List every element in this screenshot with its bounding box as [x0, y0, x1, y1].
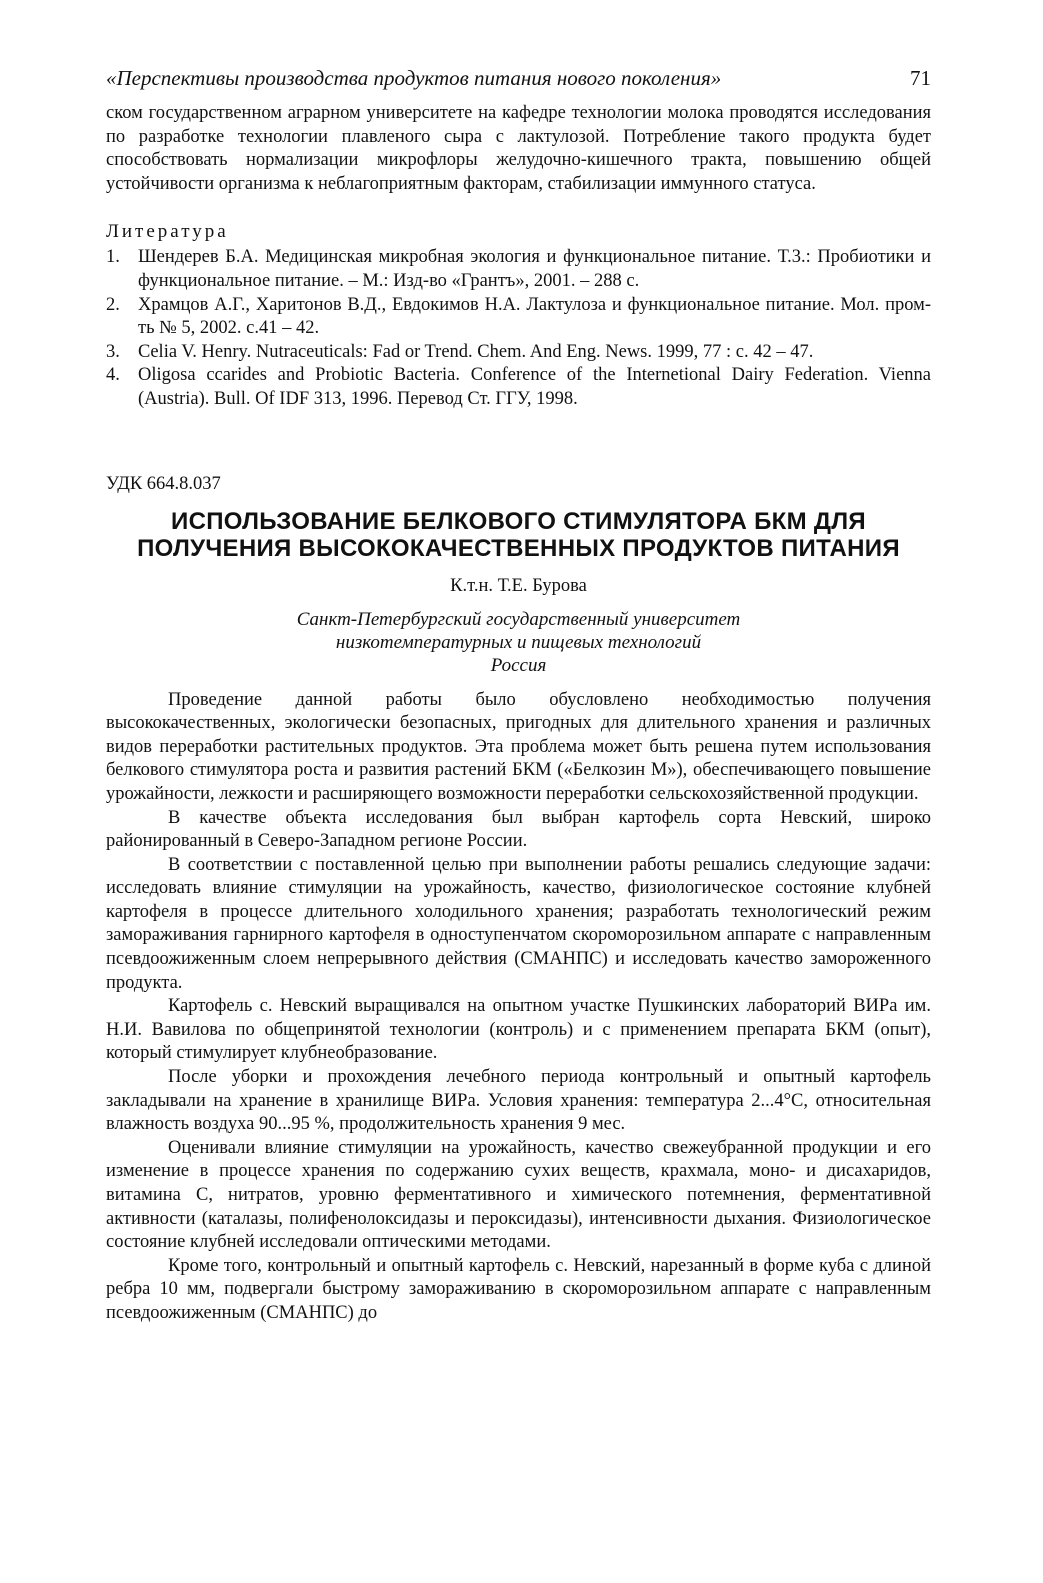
page — [106, 64, 931, 1326]
page-number: 71 — [910, 66, 931, 90]
running-title: «Перспективы производства продуктов питания нового поколения» — [106, 66, 722, 90]
author-affiliation — [106, 608, 931, 677]
affiliation-line-2: низкотемпературных и пищевых технологий — [335, 631, 702, 653]
article-author: К.т.н. Т.Е. Бурова — [450, 575, 587, 596]
reference-item: 4. Oligosa ccarides and Probiotic Bacteria. Conference of the Internetional Dairy Federation. Vienna (Austria). Bull. Of IDF 313, 1996. Перевод Ст. ГГУ, 1998. — [106, 365, 931, 409]
reference-item: 1. Шендерев Б.А. Медицинская микробная экология и функциональное питание. Т.3.: Пробиотики и функциональное питание. – М.: Изд-во «Грантъ», 2001. – 288 с. — [106, 247, 931, 291]
body-paragraph: После уборки и прохождения лечебного периода контрольный и опытный картофель закладывали на хранение в хранилище ВИРа. Условия хранения: температура 2...4°С, относительная влажность воздуха 90...95 %, продолжительность хранения 9 мес. — [106, 1067, 931, 1135]
running-header — [106, 64, 931, 92]
body-paragraph: В качестве объекта исследования был выбран картофель сорта Невский, широко районированный в Северо-Западном регионе России. — [106, 807, 931, 852]
udk-code: УДК 664.8.037 — [106, 473, 221, 494]
reference-item: 2. Храмцов А.Г., Харитонов В.Д., Евдокимов Н.А. Лактулоза и функциональное питание. Мол. пром-ть № 5, 2002. с.41 – 42. — [106, 294, 931, 339]
reference-list — [106, 246, 931, 411]
article-body — [106, 689, 931, 1326]
body-paragraph: В соответствии с поставленной целью при выполнении работы решались следующие задачи: исследовать влияние стимуляции на урожайность, качество, физиологическое состояние клубней картофеля в процессе длительного холодильного хранения; разработать технологический режим замораживания гарнирного картофеля в одноступенчатом скороморозильном аппарате с направленным псевдоожиженным слоем непрерывного действия (СМАНПС) и исследовать качество замороженного продукта. — [106, 854, 931, 993]
body-paragraph: Кроме того, контрольный и опытный картофель с. Невский, нарезанный в форме куба с длиной ребра 10 мм, подвергали быстрому замораживанию в скороморозильном аппарате с направленным псевдоожиженным (СМАНПС) до — [106, 1255, 931, 1323]
body-paragraph: Картофель с. Невский выращивался на опытном участке Пушкинских лабораторий ВИРа им. Н.И. Вавилова по общепринятой технологии (контроль) и с применением препарата БКМ (опыт), который стимулирует клубнеобразование. — [106, 996, 931, 1064]
affiliation-line-1: Санкт-Петербургский государственный университет — [296, 608, 741, 630]
intro-paragraph: ском государственном аграрном университете на кафедре технологии молока проводятся исследования по разработке технологии плавленого сыра с лактулозой. Потребление такого продукта будет способствовать нормализации микрофлоры желудочно-кишечного тракта, повышению общей устойчивости организма к неблагоприятным факторам, стабилизации иммунного статуса. — [106, 103, 931, 194]
article-title: ИСПОЛЬЗОВАНИЕ БЕЛКОВОГО СТИМУЛЯТОРА БКМ ДЛЯ ПОЛУЧЕНИЯ ВЫСОКОКАЧЕСТВЕННЫХ ПРОДУКТОВ ПИТАНИЯ — [137, 507, 900, 562]
reference-item: 3. Celia V. Henry. Nutraceuticals: Fad or Trend. Chem. And Eng. News. 1999, 77 : c. 42 – 47. — [106, 341, 814, 362]
body-paragraph: Оценивали влияние стимуляции на урожайность, качество свежеубранной продукции и его изменение в процессе хранения по содержанию сухих веществ, крахмала, моно- и дисахаридов, витамина С, нитратов, уровню ферментативного и химического потемнения, ферментативной активности (каталазы, полифенолоксидазы и пероксидазы), интенсивности дыхания. Физиологическое состояние клубней исследовали оптическими методами. — [106, 1137, 931, 1253]
body-paragraph: Проведение данной работы было обусловлено необходимостью получения высококачественных, экологически безопасных, пригодных для длительного хранения и различных видов переработки растительных продуктов. Эта проблема может быть решена путем использования белкового стимулятора роста и развития растений БКМ («Белкозин М»), обеспечивающего повышение урожайности, лежкости и расширяющего возможности переработки сельскохозяйственной продукции. — [106, 689, 931, 804]
literature-heading: Литература — [106, 221, 229, 243]
affiliation-country: Россия — [490, 654, 547, 676]
